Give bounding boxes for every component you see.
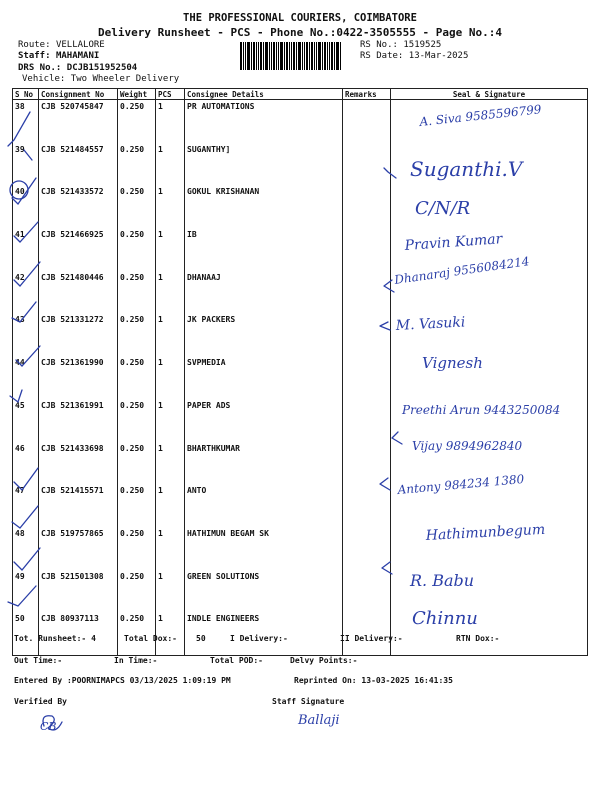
i-delivery: I Delivery:-: [230, 634, 288, 643]
cell-signature: [391, 484, 588, 527]
vehicle-value: Two Wheeler Delivery: [70, 74, 180, 84]
cell-consignee: SUGANTHY]: [185, 143, 343, 186]
out-time: Out Time:-: [14, 656, 63, 665]
cell-weight: 0.250: [118, 527, 156, 570]
rs-date-value: 13-Mar-2025: [408, 51, 469, 61]
col-header: Seal & Signature: [391, 89, 588, 100]
staff-signature-mark: Ballaji: [298, 713, 340, 728]
cell-consignee: GREEN SOLUTIONS: [185, 570, 343, 613]
cell-consignment: CJB 521361990: [39, 356, 118, 399]
signature-r48: Hathimunbegum: [425, 521, 546, 544]
verified-signature-mark: [43, 716, 62, 730]
cell-remarks: [343, 570, 391, 613]
signature-r43: M. Vasuki: [395, 314, 466, 334]
table-row: [13, 527, 588, 570]
cell-consignment: CJB 521433572: [39, 185, 118, 228]
signature-r47: Antony 984234 1380: [397, 471, 525, 497]
cell-consignee: HATHIMUN BEGAM SK: [185, 527, 343, 570]
table-row: [13, 143, 588, 186]
cell-sno: 39: [13, 143, 39, 186]
cell-signature: [391, 356, 588, 399]
signature-r40: C/N/R: [415, 198, 471, 219]
cell-sno: 44: [13, 356, 39, 399]
cell-pcs: 1: [156, 399, 185, 442]
cell-weight: 0.250: [118, 100, 156, 143]
table-row: [13, 484, 588, 527]
cell-sno: 48: [13, 527, 39, 570]
cell-pcs: 1: [156, 185, 185, 228]
drs-label: DRS No.:: [18, 63, 62, 73]
cell-signature: [391, 100, 588, 143]
cell-consignee: ANTO: [185, 484, 343, 527]
runsheet-subtitle: Delivery Runsheet - PCS - Phone No.:0422-3505555 - Page No.:4: [98, 26, 502, 39]
drs-value: DCJB151952504: [66, 63, 138, 73]
rs-date-line: [360, 51, 468, 61]
rs-no-value: 1519525: [403, 40, 442, 50]
cell-remarks: [343, 143, 391, 186]
vehicle-label: Vehicle:: [22, 74, 66, 84]
cell-consignee: JK PACKERS: [185, 313, 343, 356]
rtn-dox: RTN Dox:-: [456, 634, 500, 643]
table-row: [13, 313, 588, 356]
cell-sno: 43: [13, 313, 39, 356]
cell-consignee: BHARTHKUMAR: [185, 442, 343, 485]
cell-remarks: [343, 356, 391, 399]
cell-consignment: CJB 521484557: [39, 143, 118, 186]
cell-signature: [391, 442, 588, 485]
company-title: THE PROFESSIONAL COURIERS, COIMBATORE: [183, 12, 417, 24]
cell-pcs: 1: [156, 570, 185, 613]
table-row: [13, 228, 588, 271]
staff-value: MAHAMANI: [55, 51, 100, 61]
table-row: [13, 271, 588, 314]
cell-pcs: 1: [156, 228, 185, 271]
cell-sno: 47: [13, 484, 39, 527]
signature-r38: A. Siva 9585596799: [418, 102, 543, 129]
cell-pcs: 1: [156, 442, 185, 485]
route-line: [18, 40, 105, 50]
col-header: PCS: [156, 89, 185, 100]
staff-line: [18, 51, 99, 61]
total-pod: Total POD:-: [210, 656, 263, 665]
runsheet-table: [12, 88, 588, 656]
cell-consignee: PR AUTOMATIONS: [185, 100, 343, 143]
cell-signature: [391, 271, 588, 314]
cell-remarks: [343, 185, 391, 228]
cell-pcs: 1: [156, 271, 185, 314]
cell-weight: 0.250: [118, 185, 156, 228]
cell-signature: [391, 228, 588, 271]
cell-remarks: [343, 228, 391, 271]
route-label: Route:: [18, 40, 51, 50]
cell-consignee: GOKUL KRISHANAN: [185, 185, 343, 228]
route-value: VELLALORE: [55, 40, 105, 50]
cell-pcs: 1: [156, 100, 185, 143]
cell-signature: [391, 313, 588, 356]
cell-weight: 0.250: [118, 143, 156, 186]
cell-signature: [391, 185, 588, 228]
table-row: [13, 185, 588, 228]
cell-consignee: IB: [185, 228, 343, 271]
cell-remarks: [343, 527, 391, 570]
cell-pcs: 1: [156, 356, 185, 399]
cell-consignment: CJB 521415571: [39, 484, 118, 527]
vehicle-line: [22, 74, 179, 84]
cell-remarks: [343, 313, 391, 356]
rs-no-label: RS No.:: [360, 40, 398, 50]
cell-sno: 45: [13, 399, 39, 442]
cell-consignment: CJB 521433698: [39, 442, 118, 485]
signature-r39: Suganthi.V: [410, 157, 523, 181]
rs-no-line: [360, 40, 441, 50]
cell-consignment: CJB 521480446: [39, 271, 118, 314]
cell-pcs: 1: [156, 527, 185, 570]
total-dox-label: Total Dox:-: [124, 634, 177, 643]
signature-r41: Pravin Kumar: [404, 231, 503, 254]
cell-signature: [391, 527, 588, 570]
cell-consignment: CJB 521501308: [39, 570, 118, 613]
cell-consignee: INDLE ENGINEERS: [185, 612, 343, 655]
cell-sno: 46: [13, 442, 39, 485]
cell-sno: 49: [13, 570, 39, 613]
cell-consignment: CJB 521466925: [39, 228, 118, 271]
cell-remarks: [343, 399, 391, 442]
cell-weight: 0.250: [118, 570, 156, 613]
col-header: Weight: [118, 89, 156, 100]
col-header: Remarks: [343, 89, 391, 100]
cell-sno: 38: [13, 100, 39, 143]
signature-r42: Dhanaraj 9556084214: [393, 254, 531, 287]
cell-consignee: DHANAAJ: [185, 271, 343, 314]
cell-signature: [391, 399, 588, 442]
cell-sno: 41: [13, 228, 39, 271]
signature-r49: R. Babu: [410, 571, 475, 590]
cell-weight: 0.250: [118, 399, 156, 442]
table-header-row: [13, 89, 588, 100]
cell-remarks: [343, 484, 391, 527]
drs-line: [18, 63, 137, 73]
cell-consignment: CJB 521361991: [39, 399, 118, 442]
table-row: [13, 570, 588, 613]
table-row: [13, 612, 588, 655]
staff-label: Staff:: [18, 51, 51, 61]
cell-weight: 0.250: [118, 356, 156, 399]
cell-sno: 40: [13, 185, 39, 228]
verified-signature-text: CB: [40, 720, 57, 733]
cell-consignment: CJB 80937113: [39, 612, 118, 655]
col-header: Consignment No: [39, 89, 118, 100]
total-dox-value: 50: [196, 634, 206, 643]
signature-r44: Vignesh: [422, 354, 483, 372]
entered-by: Entered By :POORNIMAPCS 03/13/2025 1:09:19 PM: [14, 676, 231, 685]
signature-r50: Chinnu: [412, 608, 478, 629]
cell-weight: 0.250: [118, 228, 156, 271]
cell-weight: 0.250: [118, 484, 156, 527]
cell-sno: 42: [13, 271, 39, 314]
table-row: [13, 100, 588, 143]
table-row: [13, 399, 588, 442]
col-header: S No: [13, 89, 39, 100]
cell-pcs: 1: [156, 313, 185, 356]
in-time: In Time:-: [114, 656, 158, 665]
cell-pcs: 1: [156, 612, 185, 655]
cell-weight: 0.250: [118, 612, 156, 655]
cell-pcs: 1: [156, 143, 185, 186]
cell-signature: [391, 143, 588, 186]
signature-r45: Preethi Arun 9443250084: [402, 403, 561, 417]
cell-consignee: SVPMEDIA: [185, 356, 343, 399]
ii-delivery: II Delivery:-: [340, 634, 403, 643]
cell-signature: [391, 570, 588, 613]
table-row: [13, 442, 588, 485]
delvy-points: Delvy Points:-: [290, 656, 358, 665]
cell-consignment: CJB 520745847: [39, 100, 118, 143]
staff-signature-label: Staff Signature: [272, 697, 345, 706]
cell-consignment: CJB 519757865: [39, 527, 118, 570]
cell-pcs: 1: [156, 484, 185, 527]
cell-weight: 0.250: [118, 271, 156, 314]
signature-r46: Vijay 9894962840: [412, 439, 523, 453]
cell-weight: 0.250: [118, 313, 156, 356]
cell-consignment: CJB 521331272: [39, 313, 118, 356]
cell-consignee: PAPER ADS: [185, 399, 343, 442]
rs-date-label: RS Date:: [360, 51, 404, 61]
verified-by: Verified By: [14, 697, 67, 706]
cell-sno: 50: [13, 612, 39, 655]
reprinted-on: Reprinted On: 13-03-2025 16:41:35: [294, 676, 453, 685]
barcode: [240, 42, 350, 70]
col-header: Consignee Details: [185, 89, 343, 100]
table-row: [13, 356, 588, 399]
cell-remarks: [343, 442, 391, 485]
cell-remarks: [343, 271, 391, 314]
cell-remarks: [343, 100, 391, 143]
tot-runsheet: Tot. Runsheet:- 4: [14, 634, 96, 643]
cell-weight: 0.250: [118, 442, 156, 485]
